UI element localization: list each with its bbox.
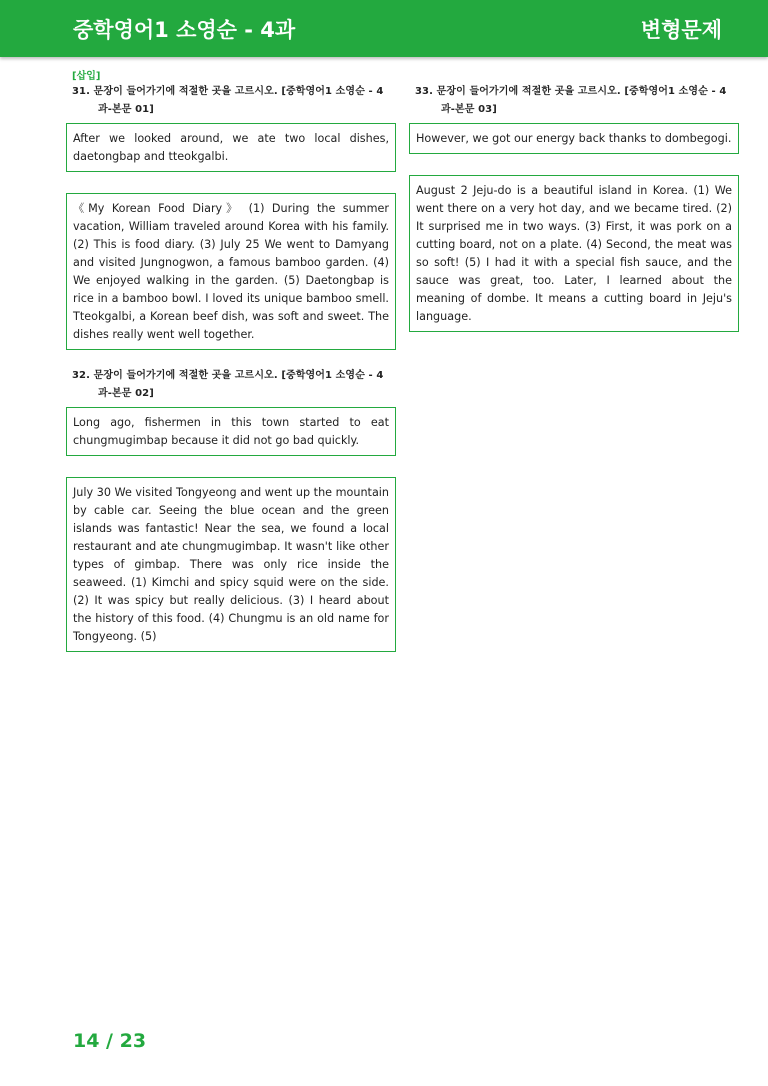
section-tag-spacer bbox=[415, 67, 739, 83]
passage-box: August 2 Jeju-do is a beautiful island in Korea. (1) We went there on a very hot day, and we became tired. (2) It surprised me in two ways. (3) First, it was pork on a cutting board, not on a plate. (4) Second, the meat was so soft! (5) I had it with a special fish sauce, and the sauce was great, too. Later, I learned about the meaning of dombe. It means a cutting board in Jeju's language. bbox=[409, 175, 739, 332]
passage-box: 《My Korean Food Diary》 (1) During the summer vacation, William traveled around Korea with his family. (2) This is food diary. (3) July 25 We went to Damyang and visited Jungnogwon, a famous bamboo garden. (4) We enjoyed walking in the garden. (5) Daetongbap is rice in a bamboo bowl. I loved its unique bamboo smell. Tteokgalbi, a Korean beef dish, was soft and sweet. The dishes really went well together. bbox=[66, 193, 396, 350]
insert-sentence-box: After we looked around, we ate two local dishes, daetongbap and tteokgalbi. bbox=[66, 123, 396, 172]
question-33 bbox=[409, 83, 739, 332]
left-column bbox=[66, 67, 396, 652]
question-31 bbox=[66, 83, 396, 350]
passage-box: July 30 We visited Tongyeong and went up the mountain by cable car. Seeing the blue ocean and the green islands was fantastic! Near the sea, we found a local restaurant and ate chungmugimbap. It wasn't like other types of gimbap. There was only rice inside the seaweed. (1) Kimchi and spicy squid were on the side. (2) It was spicy but really delicious. (3) I heard about the history of this food. (4) Chungmu is an old name for Tongyeong. (5) bbox=[66, 477, 396, 652]
page-header bbox=[0, 0, 768, 57]
right-column bbox=[409, 67, 739, 332]
insert-sentence-box: However, we got our energy back thanks to dombegogi. bbox=[409, 123, 739, 154]
header-type: 변형문제 bbox=[640, 18, 722, 42]
header-title: 중학영어1 소영순 - 4과 bbox=[73, 18, 296, 42]
question-prompt: 33. 문장이 들어가기에 적절한 곳을 고르시오. [중학영어1 소영순 - 4과-본문 03] bbox=[415, 86, 727, 115]
question-prompt: 32. 문장이 들어가기에 적절한 곳을 고르시오. [중학영어1 소영순 - 4과-본문 02] bbox=[72, 370, 384, 399]
question-32 bbox=[66, 367, 396, 652]
question-prompt: 31. 문장이 들어가기에 적절한 곳을 고르시오. [중학영어1 소영순 - 4과-본문 01] bbox=[72, 86, 384, 115]
section-tag: [삽입] bbox=[72, 71, 101, 82]
insert-sentence-box: Long ago, fishermen in this town started to eat chungmugimbap because it did not go bad quickly. bbox=[66, 407, 396, 456]
page-number: 14 / 23 bbox=[73, 1030, 147, 1052]
